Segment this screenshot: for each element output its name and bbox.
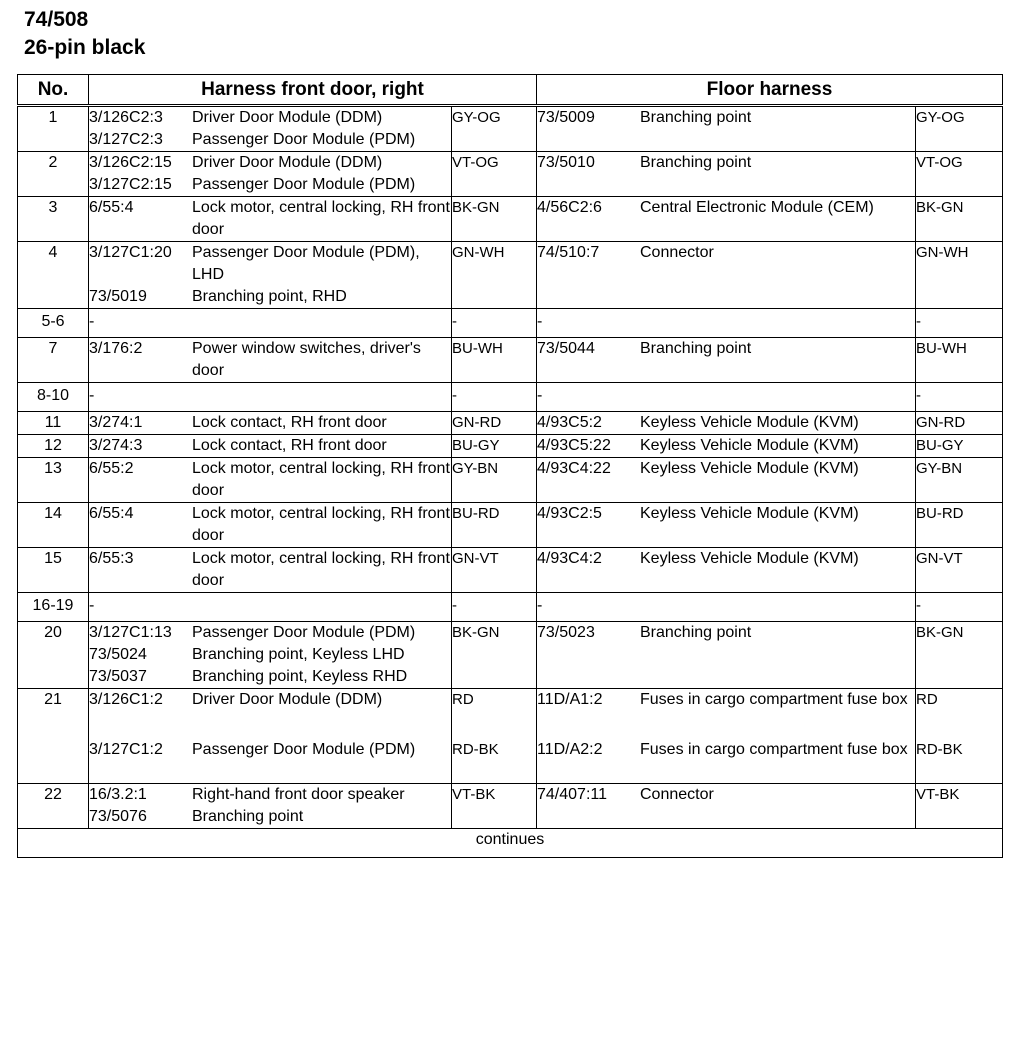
floor-part-cell xyxy=(537,338,916,383)
floor-part-cell xyxy=(537,689,916,784)
floor-part-cell xyxy=(537,412,916,435)
floor-connector-code: 4/93C5:2 xyxy=(537,414,602,431)
floor-wire-color: GN-RD xyxy=(916,412,1003,435)
floor-connector-code: 74/510:7 xyxy=(537,244,600,261)
door-connector-code: 3/126C2:15 xyxy=(89,154,172,171)
floor-wire-color: BU-GY xyxy=(916,435,1003,458)
floor-entry xyxy=(537,385,915,407)
floor-entry xyxy=(537,412,915,434)
pin-number: 21 xyxy=(18,689,89,784)
floor-entry xyxy=(537,107,915,129)
table-row xyxy=(18,503,1003,548)
door-entry xyxy=(89,242,451,286)
pin-number: 16-19 xyxy=(18,593,89,622)
door-description: Lock contact, RH front door xyxy=(192,414,387,431)
floor-wire-color: - xyxy=(916,593,1003,622)
floor-entry xyxy=(537,458,915,480)
door-connector-code: 6/55:3 xyxy=(89,550,134,567)
floor-wire-color: GN-VT xyxy=(916,548,1003,593)
door-description: Driver Door Module (DDM) xyxy=(192,109,383,126)
floor-entry xyxy=(537,152,915,174)
door-connector-code: - xyxy=(89,387,95,404)
door-entry xyxy=(89,286,451,308)
door-wire-color: GN-WH xyxy=(452,242,537,309)
floor-entry xyxy=(537,739,915,783)
floor-description xyxy=(640,311,915,333)
pin-number: 11 xyxy=(18,412,89,435)
floor-entry xyxy=(537,338,915,360)
door-connector-code: 6/55:4 xyxy=(89,199,134,216)
door-wire-color: GY-BN xyxy=(452,458,537,503)
door-wire-color: BU-RD xyxy=(452,503,537,548)
floor-entry xyxy=(537,595,915,617)
table-row xyxy=(18,197,1003,242)
door-connector-code: - xyxy=(89,597,95,614)
floor-connector-code: 73/5023 xyxy=(537,624,595,641)
table-row xyxy=(18,435,1003,458)
door-wire-color: - xyxy=(452,383,537,412)
door-part-cell xyxy=(89,309,452,338)
door-connector-code: 16/3.2:1 xyxy=(89,786,147,803)
connector-id: 74/508 xyxy=(24,8,89,31)
floor-part-cell xyxy=(537,197,916,242)
floor-part-cell xyxy=(537,242,916,309)
table-row xyxy=(18,689,1003,784)
door-description: Branching point, Keyless LHD xyxy=(192,646,405,663)
pin-number: 4 xyxy=(18,242,89,309)
floor-description: Fuses in cargo compartment fuse box xyxy=(640,741,908,758)
door-connector-code: 73/5019 xyxy=(89,288,147,305)
table-row xyxy=(18,152,1003,197)
door-entry xyxy=(89,107,451,129)
floor-color-cell xyxy=(916,689,1003,784)
pin-number: 7 xyxy=(18,338,89,383)
continues-note: continues xyxy=(18,829,1003,858)
floor-connector-code: 4/93C2:5 xyxy=(537,505,602,522)
table-row xyxy=(18,383,1003,412)
pin-number: 12 xyxy=(18,435,89,458)
table-footer-row xyxy=(18,829,1003,858)
door-part-cell xyxy=(89,548,452,593)
floor-connector-code: 73/5044 xyxy=(537,340,595,357)
door-connector-code: 3/127C1:13 xyxy=(89,624,172,641)
floor-connector-code: 4/93C4:2 xyxy=(537,550,602,567)
floor-description: Branching point xyxy=(640,154,752,171)
table-row xyxy=(18,458,1003,503)
door-part-cell xyxy=(89,689,452,784)
door-description: Passenger Door Module (PDM) xyxy=(192,131,416,148)
floor-entry xyxy=(537,622,915,644)
door-description: Lock motor, central locking, RH front door xyxy=(192,460,450,499)
door-entry xyxy=(89,644,451,666)
floor-part-cell xyxy=(537,435,916,458)
floor-part-cell xyxy=(537,106,916,152)
floor-entry xyxy=(537,503,915,525)
pin-number: 3 xyxy=(18,197,89,242)
door-connector-code: 3/127C2:15 xyxy=(89,176,172,193)
door-part-cell xyxy=(89,106,452,152)
floor-entry xyxy=(537,689,915,733)
connector-description: 26-pin black xyxy=(24,36,146,59)
door-wire-color: GN-RD xyxy=(452,412,537,435)
door-wire-color: VT-OG xyxy=(452,152,537,197)
floor-entry xyxy=(537,435,915,457)
floor-part-cell xyxy=(537,784,916,829)
door-entry xyxy=(89,174,451,196)
floor-description: Keyless Vehicle Module (KVM) xyxy=(640,550,859,567)
door-description: Passenger Door Module (PDM), LHD xyxy=(192,244,420,283)
floor-connector-code: 74/407:11 xyxy=(537,786,607,803)
door-connector-code: 6/55:2 xyxy=(89,460,134,477)
door-connector-code: 3/127C1:2 xyxy=(89,741,163,758)
door-part-cell xyxy=(89,458,452,503)
floor-part-cell xyxy=(537,622,916,689)
door-wire-color: VT-BK xyxy=(452,784,537,829)
floor-connector-code: - xyxy=(537,313,543,330)
door-wire-color: RD-BK xyxy=(452,741,499,758)
door-entry xyxy=(89,458,451,502)
floor-description xyxy=(640,595,915,617)
door-entry xyxy=(89,666,451,688)
floor-wire-color: GN-WH xyxy=(916,242,1003,309)
door-entry xyxy=(89,806,451,828)
table-row xyxy=(18,338,1003,383)
door-part-cell xyxy=(89,593,452,622)
door-part-cell xyxy=(89,784,452,829)
door-entry xyxy=(89,435,451,457)
door-wire-color: BU-WH xyxy=(452,338,537,383)
door-wire-color: GN-VT xyxy=(452,548,537,593)
floor-connector-code: 73/5009 xyxy=(537,109,595,126)
floor-connector-code: 4/93C4:22 xyxy=(537,460,611,477)
pin-table xyxy=(17,74,1003,858)
floor-part-cell xyxy=(537,309,916,338)
door-description: Lock motor, central locking, RH front door xyxy=(192,550,450,589)
floor-description: Keyless Vehicle Module (KVM) xyxy=(640,437,859,454)
pin-number: 20 xyxy=(18,622,89,689)
door-wire-color: BU-GY xyxy=(452,435,537,458)
pin-number: 2 xyxy=(18,152,89,197)
floor-description xyxy=(640,385,915,407)
floor-description: Branching point xyxy=(640,109,752,126)
door-description: Lock motor, central locking, RH front door xyxy=(192,505,450,544)
door-description: Branching point xyxy=(192,808,304,825)
door-part-cell xyxy=(89,242,452,309)
floor-wire-color: BK-GN xyxy=(916,197,1003,242)
floor-entry xyxy=(537,242,915,264)
door-wire-color: GY-OG xyxy=(452,106,537,152)
floor-entry xyxy=(537,548,915,570)
door-part-cell xyxy=(89,622,452,689)
door-entry xyxy=(89,385,451,407)
table-row xyxy=(18,412,1003,435)
floor-entry xyxy=(537,784,915,806)
door-entry xyxy=(89,739,451,783)
door-color-cell xyxy=(452,689,537,784)
door-connector-code: 3/274:1 xyxy=(89,414,143,431)
door-part-cell xyxy=(89,503,452,548)
floor-wire-color: RD-BK xyxy=(916,741,963,758)
header-no: No. xyxy=(18,75,89,106)
door-description: Passenger Door Module (PDM) xyxy=(192,176,416,193)
floor-connector-code: 11D/A2:2 xyxy=(537,741,603,758)
floor-wire-color: - xyxy=(916,383,1003,412)
door-part-cell xyxy=(89,383,452,412)
header-front-door: Harness front door, right xyxy=(89,75,537,106)
door-description: Driver Door Module (DDM) xyxy=(192,691,383,708)
door-entry xyxy=(89,311,451,333)
floor-wire-color: VT-OG xyxy=(916,152,1003,197)
pin-number: 1 xyxy=(18,106,89,152)
floor-description: Branching point xyxy=(640,340,752,357)
door-description: Passenger Door Module (PDM) xyxy=(192,624,416,641)
door-part-cell xyxy=(89,152,452,197)
door-part-cell xyxy=(89,197,452,242)
pin-number: 8-10 xyxy=(18,383,89,412)
door-part-cell xyxy=(89,338,452,383)
door-connector-code: 3/126C2:3 xyxy=(89,109,163,126)
floor-wire-color: RD xyxy=(916,691,938,708)
door-description xyxy=(192,311,451,333)
door-connector-code: - xyxy=(89,313,95,330)
floor-description: Connector xyxy=(640,244,714,261)
door-wire-color: - xyxy=(452,593,537,622)
door-wire-color: RD xyxy=(452,691,474,708)
door-entry xyxy=(89,197,451,241)
door-connector-code: 3/127C1:20 xyxy=(89,244,172,261)
floor-wire-color: BU-RD xyxy=(916,503,1003,548)
table-row xyxy=(18,106,1003,152)
table-row xyxy=(18,548,1003,593)
door-connector-code: 3/274:3 xyxy=(89,437,143,454)
door-wire-color: - xyxy=(452,309,537,338)
floor-part-cell xyxy=(537,383,916,412)
pin-number: 5-6 xyxy=(18,309,89,338)
floor-part-cell xyxy=(537,152,916,197)
floor-entry xyxy=(537,197,915,219)
table-header-row xyxy=(18,75,1003,106)
floor-connector-code: - xyxy=(537,387,543,404)
floor-description: Keyless Vehicle Module (KVM) xyxy=(640,414,859,431)
door-entry xyxy=(89,548,451,592)
door-description: Power window switches, driver's door xyxy=(192,340,421,379)
door-connector-code: 3/126C1:2 xyxy=(89,691,163,708)
floor-wire-color: GY-OG xyxy=(916,106,1003,152)
door-connector-code: 73/5037 xyxy=(89,668,147,685)
table-row xyxy=(18,242,1003,309)
door-entry xyxy=(89,689,451,733)
door-entry xyxy=(89,784,451,806)
door-wire-color: BK-GN xyxy=(452,197,537,242)
floor-connector-code: 11D/A1:2 xyxy=(537,691,603,708)
door-description xyxy=(192,595,451,617)
floor-wire-color: GY-BN xyxy=(916,458,1003,503)
floor-connector-code: 4/56C2:6 xyxy=(537,199,602,216)
header-floor: Floor harness xyxy=(537,75,1003,106)
door-description: Branching point, RHD xyxy=(192,288,347,305)
door-entry xyxy=(89,129,451,151)
floor-description: Fuses in cargo compartment fuse box xyxy=(640,691,908,708)
floor-entry xyxy=(537,311,915,333)
floor-connector-code: 4/93C5:22 xyxy=(537,437,611,454)
door-entry xyxy=(89,152,451,174)
floor-part-cell xyxy=(537,458,916,503)
door-part-cell xyxy=(89,412,452,435)
door-entry xyxy=(89,622,451,644)
floor-description: Connector xyxy=(640,786,714,803)
floor-description: Keyless Vehicle Module (KVM) xyxy=(640,460,859,477)
door-connector-code: 73/5024 xyxy=(89,646,147,663)
floor-wire-color: BU-WH xyxy=(916,338,1003,383)
table-row xyxy=(18,784,1003,829)
door-entry xyxy=(89,338,451,382)
table-row xyxy=(18,309,1003,338)
table-body xyxy=(18,106,1003,829)
door-description: Passenger Door Module (PDM) xyxy=(192,741,416,758)
door-entry xyxy=(89,595,451,617)
door-description: Right-hand front door speaker xyxy=(192,786,405,803)
door-description xyxy=(192,385,451,407)
door-connector-code: 6/55:4 xyxy=(89,505,134,522)
door-part-cell xyxy=(89,435,452,458)
door-entry xyxy=(89,503,451,547)
floor-part-cell xyxy=(537,593,916,622)
door-connector-code: 73/5076 xyxy=(89,808,147,825)
door-description: Lock motor, central locking, RH front door xyxy=(192,199,450,238)
floor-description: Keyless Vehicle Module (KVM) xyxy=(640,505,859,522)
floor-description: Central Electronic Module (CEM) xyxy=(640,199,874,216)
door-description: Lock contact, RH front door xyxy=(192,437,387,454)
door-connector-code: 3/176:2 xyxy=(89,340,143,357)
floor-wire-color: VT-BK xyxy=(916,784,1003,829)
table-row xyxy=(18,593,1003,622)
floor-connector-code: - xyxy=(537,597,543,614)
door-connector-code: 3/127C2:3 xyxy=(89,131,163,148)
floor-part-cell xyxy=(537,548,916,593)
pin-number: 15 xyxy=(18,548,89,593)
floor-wire-color: - xyxy=(916,309,1003,338)
page-heading xyxy=(24,6,145,62)
floor-wire-color: BK-GN xyxy=(916,622,1003,689)
floor-part-cell xyxy=(537,503,916,548)
door-description: Branching point, Keyless RHD xyxy=(192,668,408,685)
door-wire-color: BK-GN xyxy=(452,622,537,689)
table-row xyxy=(18,622,1003,689)
pin-number: 13 xyxy=(18,458,89,503)
door-entry xyxy=(89,412,451,434)
floor-connector-code: 73/5010 xyxy=(537,154,595,171)
floor-description: Branching point xyxy=(640,624,752,641)
pin-number: 22 xyxy=(18,784,89,829)
door-description: Driver Door Module (DDM) xyxy=(192,154,383,171)
pin-number: 14 xyxy=(18,503,89,548)
